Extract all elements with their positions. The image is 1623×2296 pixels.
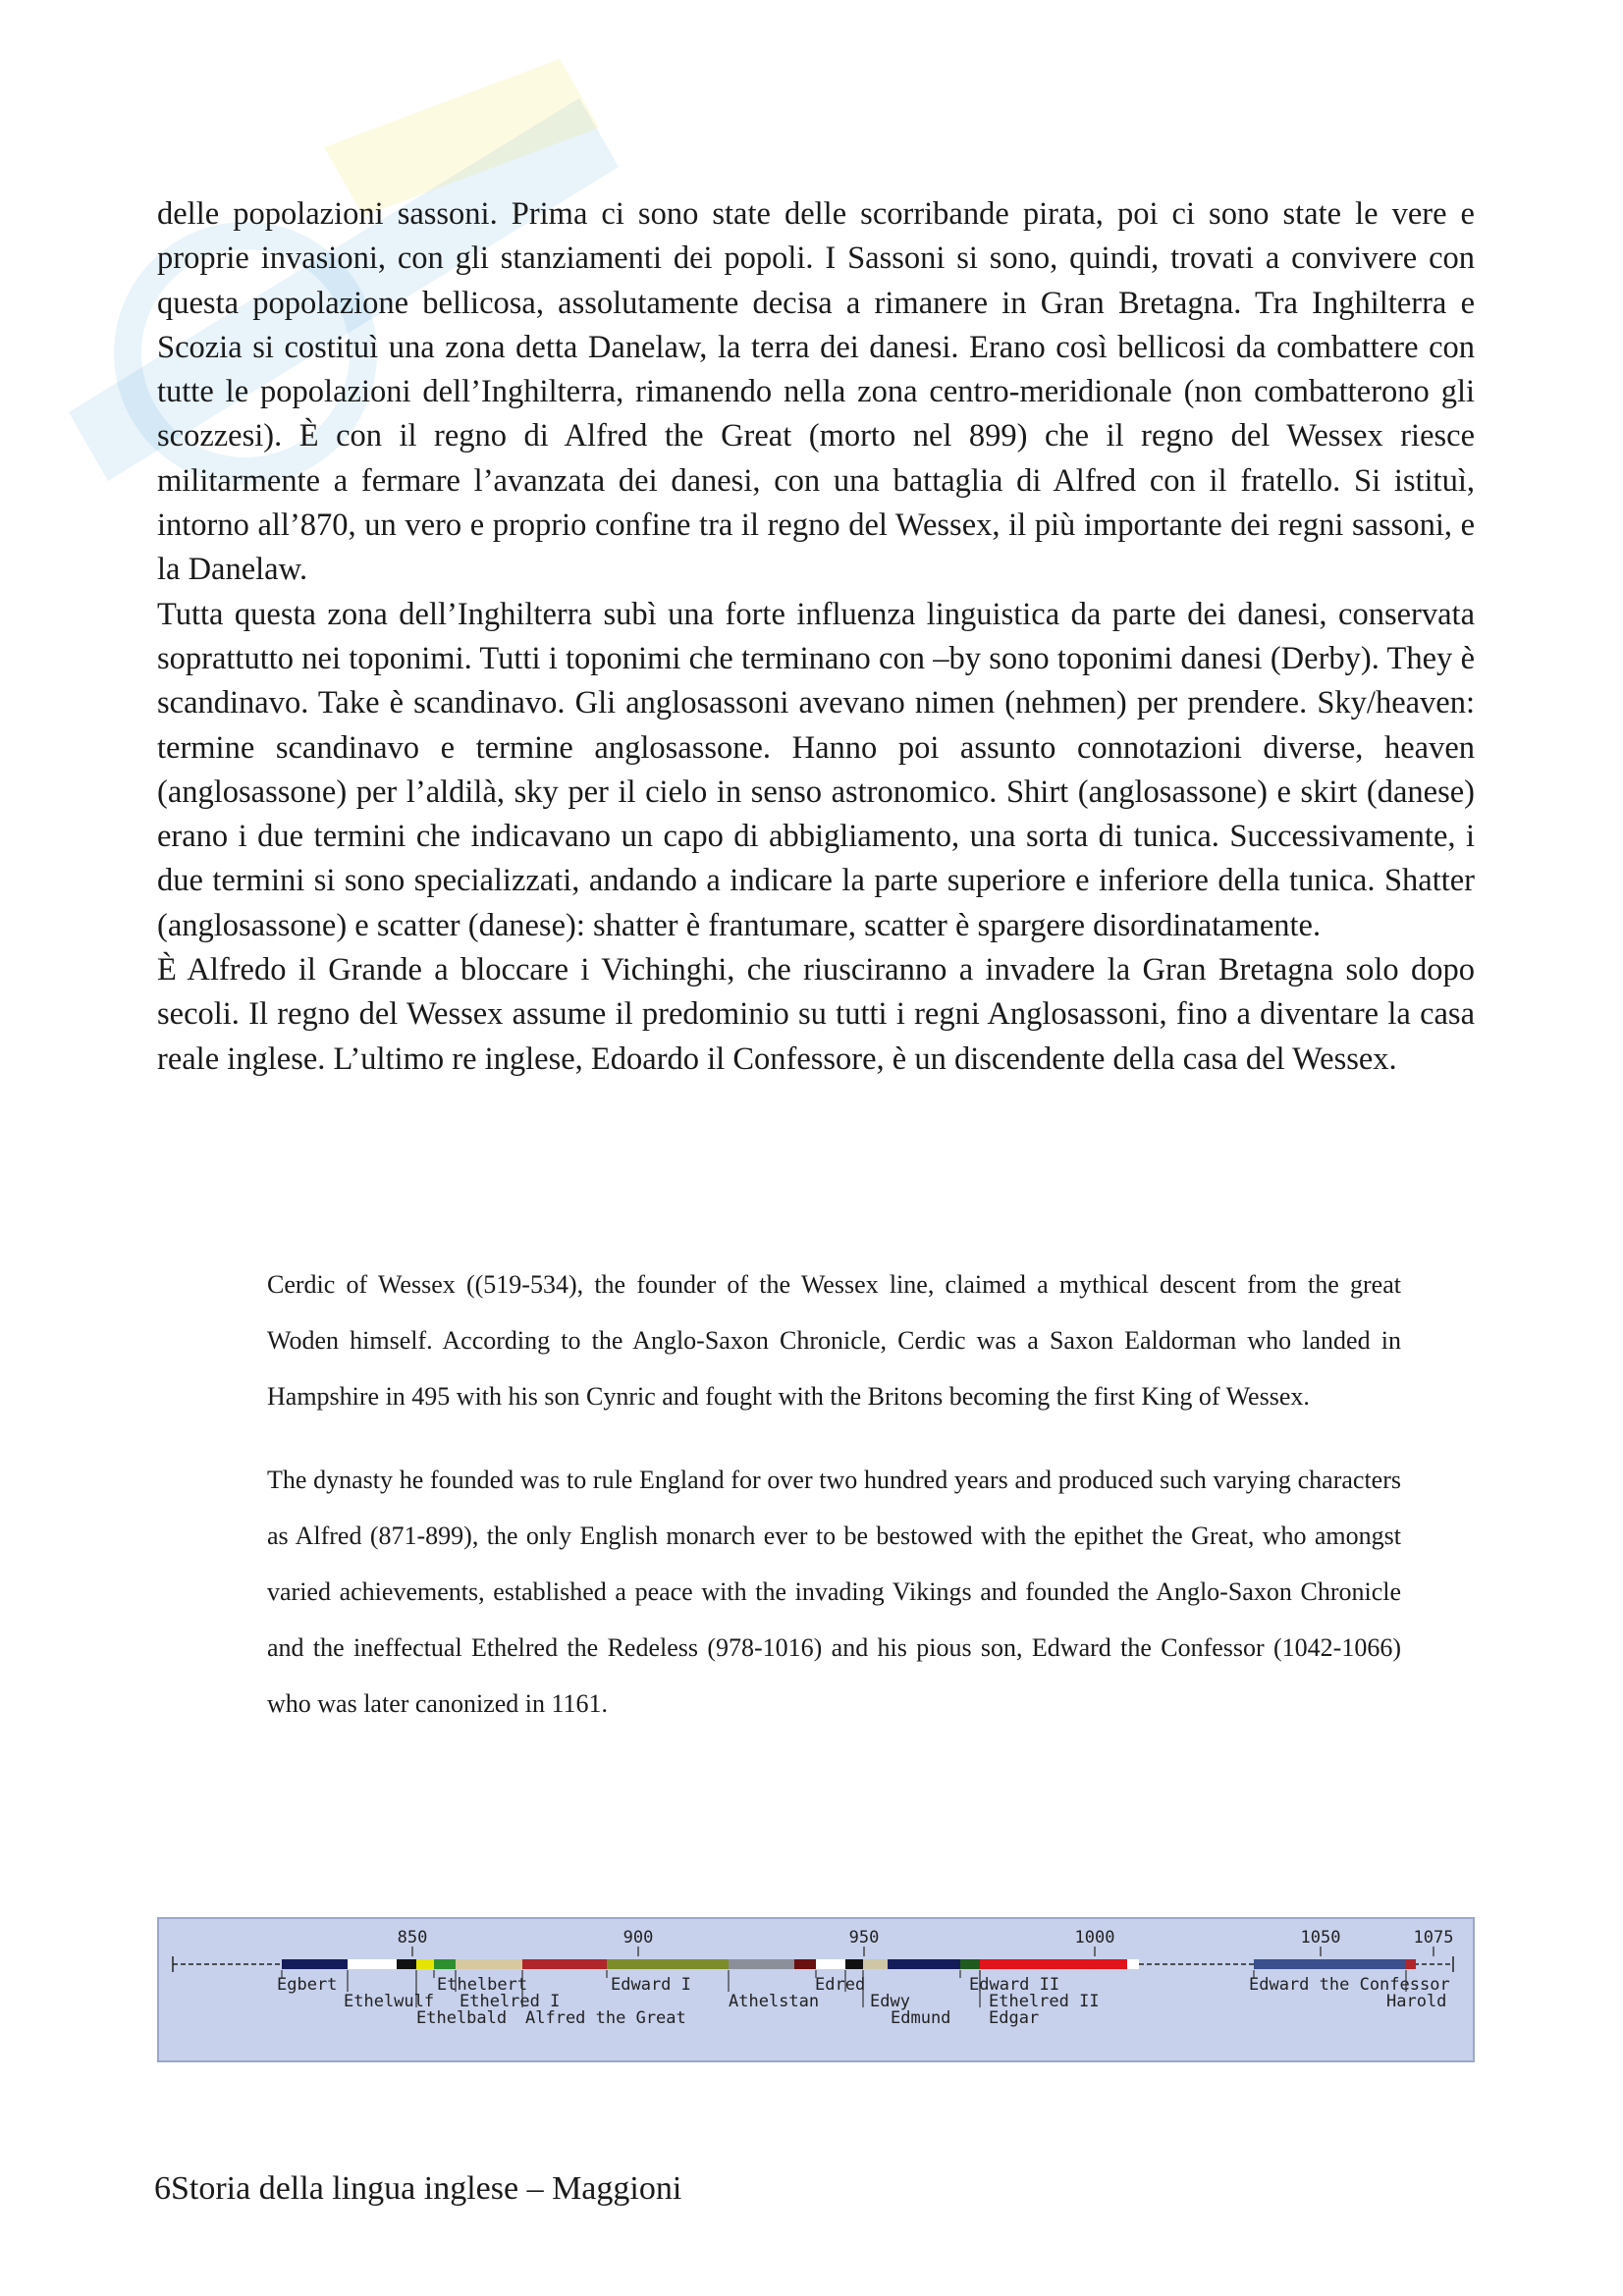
quote-paragraph-dynasty: The dynasty he founded was to rule England for over two hundred years and produced such varying characters as Alfred (871-899), the only English monarch ever to be bestowed with the epithet the Great, who amongst varied achievements, established a peace with the invading Vikings and founded the Anglo-Saxon Chronicle and the ineffectual Ethelred the Redeless (978-1016) and his pious son, Edward the Confessor (1042-1066) who was later canonized in 1161. [267,1466,1401,1718]
wessex-timeline [157,1917,1475,2062]
year-900: 900 [622,1928,654,1948]
ruler-athelstan: Athelstan [729,1992,820,2011]
year-950: 950 [848,1928,880,1948]
page-footer [154,2169,681,2209]
ruler-ethelwulf: Ethelwulf [344,1992,435,2011]
ruler-edward-the-confessor: Edward the Confessor [1249,1975,1450,1995]
ruler-edward-ii: Edward II [969,1975,1060,1995]
ruler-edred: Edred [815,1975,866,1995]
paragraph-alfred: È Alfredo il Grande a bloccare i Vichinghi, che riusciranno a invadere la Gran Bretagna solo dopo secoli. Il regno del Wessex assume il predominio su tutti i regni Anglosassoni, fino a diventare la casa reale inglese. L’ultimo re inglese, Edoardo il Confessore, è un discendente della casa del Wessex. [157,952,1475,1077]
paragraph-danelaw: delle popolazioni sassoni. Prima ci sono state delle scorribande pirata, poi ci sono state le vere e proprie invasioni, con gli stanziamenti dei popoli. I Sassoni si sono, quindi, trovati a convivere con questa popolazione bellicosa, assolutamente decisa a rimanere in Gran Bretagna. Tra Inghilterra e Scozia si costituì una zona detta Danelaw, la terra dei danesi. Erano così bellicosi da combattere con tutte le popolazioni dell’Inghilterra, rimanendo nella zona centro-meridionale (non combatterono gli scozzesi). È con il regno di Alfred the Great (morto nel 899) che il regno del Wessex riesce militarmente a fermare l’avanzata dei danesi, con una battaglia di Alfred con il fratello. Si istituì, intorno all’870, un vero e proprio confine tra il regno del Wessex, il più importante dei regni sassoni, e la Danelaw. [157,196,1475,588]
ruler-edgar: Edgar [989,2008,1040,2028]
ruler-alfred-the-great: Alfred the Great [525,2008,686,2028]
paragraph-toponyms: Tutta questa zona dell’Inghilterra subì una forte influenza linguistica da parte dei danesi, conservata soprattutto nei toponimi. Tutti i toponimi che terminano con –by sono toponimi danesi (Derby). They è scandinavo. Take è scandinavo. Gli anglosassoni avevano nimen (nehmen) per prendere. Sky/heaven: termine scandinavo e termine anglosassone. Hanno poi assunto connotazioni diverse, heaven (anglosassone) per l’aldilà, sky per il cielo in senso astronomico. Shirt (anglosassone) e skirt (danese) erano i due termini che indicavano un capo di abbigliamento, una sorta di tunica. Successivamente, i due termini si sono specializzati, andando a indicare la parte superiore e inferiore della tunica. Shatter (anglosassone) e scatter (danese): shatter è frantumare, scatter è spargere disordinatamente. [157,596,1475,943]
ruler-edwy: Edwy [870,1992,910,2011]
ruler-ethelbald: Ethelbald [416,2008,508,2028]
year-1050: 1050 [1300,1928,1341,1948]
quote-block [267,1256,1401,1759]
page-number: 6 [154,2170,171,2207]
document-title: Storia della lingua inglese – Maggioni [171,2170,682,2207]
ruler-ethelred-i: Ethelred I [460,1992,561,2011]
year-850: 850 [397,1928,428,1948]
quote-paragraph-cerdic: Cerdic of Wessex ((519-534), the founder of the Wessex line, claimed a mythical descent from the great Woden himself. According to the Anglo-Saxon Chronicle, Cerdic was a Saxon Ealdorman who landed in Hampshire in 495 with his son Cynric and fought with the Britons becoming the first King of Wessex. [267,1270,1401,1411]
ruler-edward-i: Edward I [611,1975,691,1995]
ruler-ethelbert: Ethelbert [437,1975,528,1995]
year-1075: 1075 [1413,1928,1454,1948]
year-1000: 1000 [1074,1928,1115,1948]
ruler-harold: Harold [1386,1992,1447,2011]
ruler-edmund: Edmund [891,2008,951,2028]
ruler-ethelred-ii: Ethelred II [989,1992,1100,2011]
main-text [157,192,1475,1082]
ruler-egbert: Egbert [277,1975,338,1995]
